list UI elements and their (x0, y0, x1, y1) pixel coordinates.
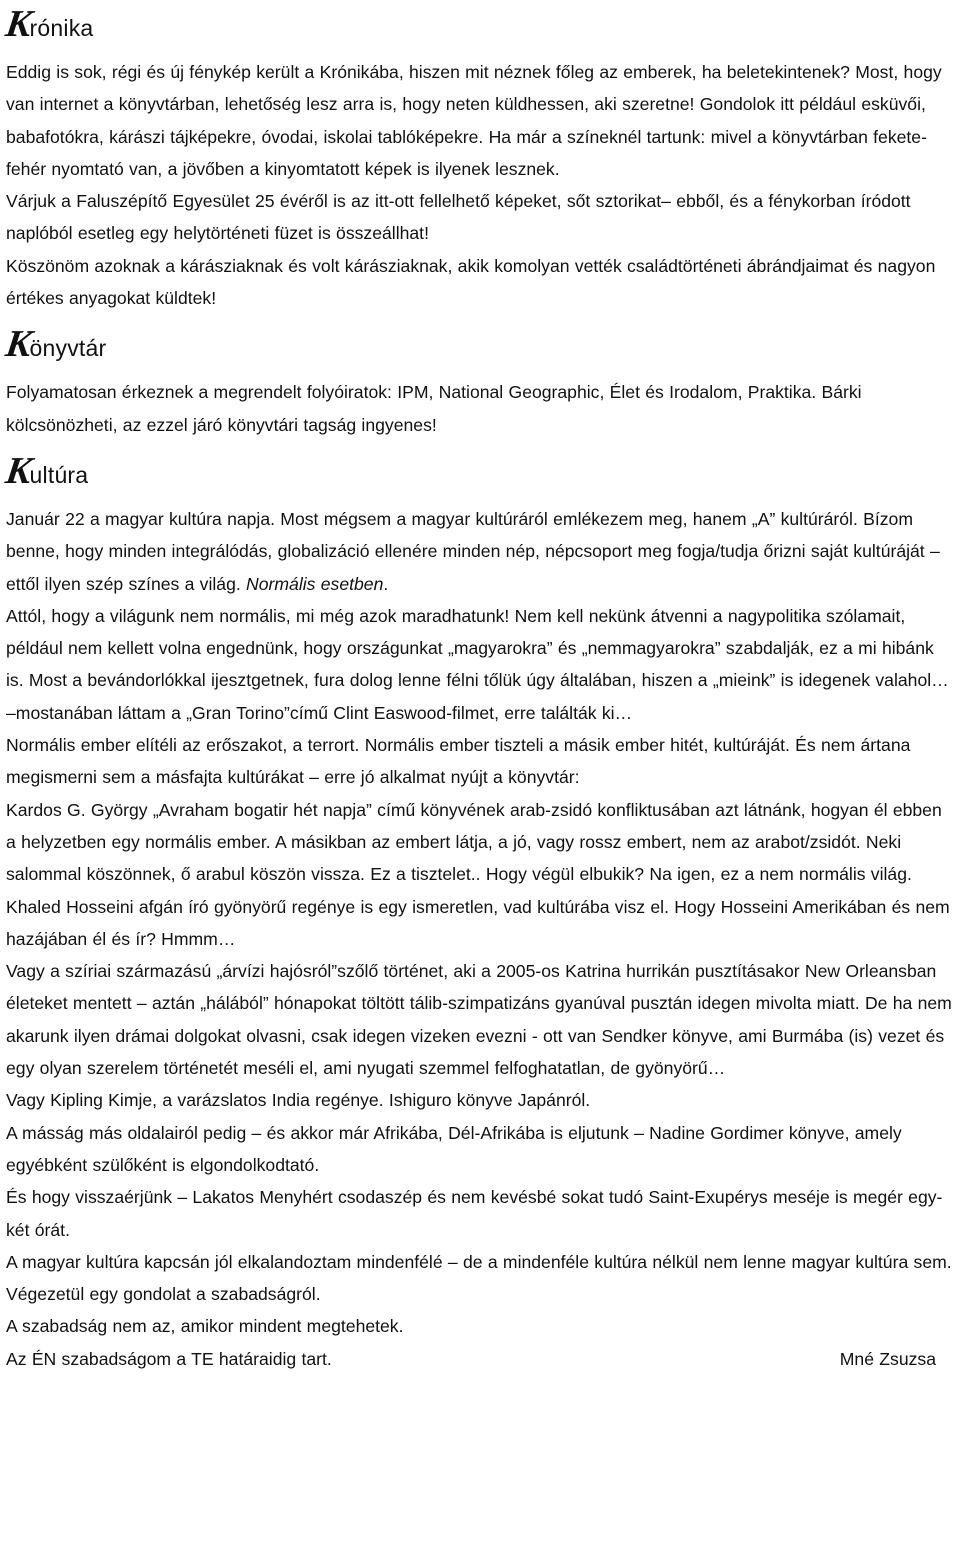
paragraph: Eddig is sok, régi és új fénykép került a Krónikába, hiszen mit néznek főleg az emberek, ha beletekintenek? Most, hogy van internet a könyvtárban, lehetőség lesz arra is, hogy neten küldhessen, aki szeretne! Gondolok itt például esküvői, babafotókra, kárászi tájképekre, óvodai, iskolai tablóképekre. Ha már a színeknél tartunk: mivel a könyvtárban fekete-fehér nyomtató van, a jövőben a kinyomtatott képek is ilyenek lesznek. (6, 62, 942, 179)
paragraph: Normális ember elítéli az erőszakot, a terrort. Normális ember tiszteli a másik ember hitét, kultúráját. És nem ártana megismerni sem a másfajta kultúrákat – erre jó alkalmat nyújt a könyvtár: (6, 735, 911, 788)
heading-text: ultúra (29, 461, 89, 488)
paragraph: A másság más oldalairól pedig – és akkor már Afrikába, Dél-Afrikába is eljutunk – Nadine Gordimer könyve, amely egyébként szülőként is elgondolkodtató. (6, 1122, 902, 1175)
paragraph-text: Január 22 a magyar kultúra napja. Most mégsem a magyar kultúráról emlékezem meg, hanem „A” kultúráról. Bízom benne, hogy minden integrálódás, globalizáció ellenére minden nép, népcsoport meg fogja/tudja őrizni saját kultúráját – ettől ilyen szép színes a világ. (6, 508, 940, 594)
paragraph (6, 503, 954, 600)
section-heading-kultura (3, 449, 954, 492)
paragraph: A magyar kultúra kapcsán jól elkalandoztam mindenfélé – de a mindenféle kultúra nélkül nem lenne magyar kultúra sem. (6, 1251, 952, 1272)
paragraph: Vagy a szíriai származású „árvízi hajósról”szőlő történet, aki a 2005-os Katrina hurrikán pusztításakor New Orleansban életeket mentett – aztán „hálából” hónapokat töltött tálib-szimpatizáns gyanúval pusztán idegen mivolta miatt. De ha nem akarunk ilyen drámai dolgokat olvasni, csak idegen vizeken evezni - ott van Sendker könyve, ami Burmába (is) vezet és egy olyan szerelem történetét meséli el, ami nyugati szemmel felfoghatatlan, de gyönyörű… (6, 961, 952, 1079)
paragraph: És hogy visszaérjünk – Lakatos Menyhért csodaszép és nem kevésbé sokat tudó Saint-Exupérys meséje is megér egy-két órát. (6, 1187, 943, 1240)
section-heading-kronika (3, 2, 954, 45)
paragraph: Khaled Hosseini afgán író gyönyörű regénye is egy ismeretlen, vad kultúrába visz el. Hogy Hosseini Amerikában és nem hazájában él és ír? Hmmm… (6, 896, 950, 949)
section-konyvtar (6, 376, 954, 441)
heading-initial: K (3, 449, 35, 492)
closing-line (6, 1343, 954, 1375)
heading-text: önyvtár (29, 335, 107, 362)
paragraph: Vagy Kipling Kimje, a varázslatos India regénye. Ishiguro könyve Japánról. (6, 1090, 591, 1111)
paragraph-text-end: . (383, 573, 389, 594)
paragraph: Folyamatosan érkeznek a megrendelt folyóiratok: IPM, National Geographic, Élet és Irodalom, Praktika. Bárki kölcsönözheti, az ezzel járó könyvtári tagság ingyenes! (6, 382, 862, 435)
italic-phrase: Normális esetben (246, 573, 384, 594)
section-heading-konyvtar (3, 322, 954, 366)
heading-text: rónika (29, 15, 94, 41)
paragraph: Köszönöm azoknak a kárásziaknak és volt kárásziaknak, akik komolyan vették családtörténeti ábrándjaimat és nagyon értékes anyagokat küldtek! (6, 255, 936, 309)
paragraph: A szabadság nem az, amikor mindent megtehetek. (6, 1316, 404, 1337)
section-kultura (6, 503, 954, 1375)
author-signature: Mné Zsuzsa (839, 1348, 936, 1369)
paragraph: Attól, hogy a világunk nem normális, mi még azok maradhatunk! Nem kell nekünk átvenni a nagypolitika szólamait, például nem kellett volna engednünk, hogy országunkat „magyarokra” és „nemmagyarokra” szabdalják, ez a mi hibánk is. Most a bevándorlókkal ijesztgetnek, fura dolog lenne félni tőlük úgy általában, hiszen a „mieink” is idegenek valahol… –mostanában láttam a „Gran Torino”című Clint Easwood-filmet, erre találták ki… (6, 605, 949, 723)
section-kronika (6, 56, 954, 314)
paragraph: Végezetül egy gondolat a szabadságról. (6, 1284, 321, 1305)
paragraph: Várjuk a Faluszépítő Egyesület 25 évéről is az itt-ott fellelhető képeket, sőt sztorikat– ebből, és a fénykorban íródott naplóból esetleg egy helytörténeti füzet is összeállhat! (6, 191, 911, 244)
paragraph: Kardos G. György „Avraham bogatir hét napja” című könyvének arab-zsidó konfliktusában azt látnánk, hogyan él ebben a helyzetben egy normális ember. A másikban az embert látja, a jó, vagy rossz embert, nem az arabot/zsidót. Neki salommal köszönnek, ő arabul köszön vissza. Ez a tisztelet.. Hogy végül elbukik? Na igen, ez a nem normális világ. (6, 799, 942, 885)
heading-initial: K (3, 323, 35, 366)
closing-sentence: Az ÉN szabadságom a TE határaidig tart. (6, 1348, 332, 1369)
document-page (3, 0, 954, 1375)
heading-initial: K (3, 3, 35, 45)
